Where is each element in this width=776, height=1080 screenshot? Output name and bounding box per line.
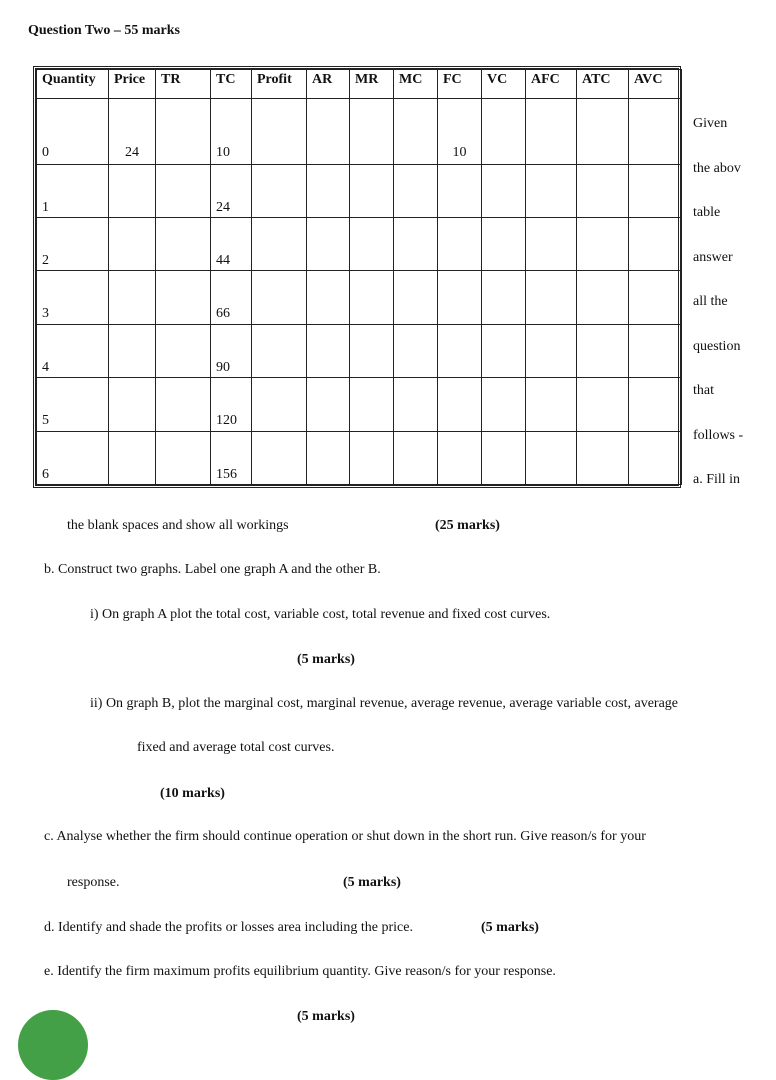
cell-atc [577, 164, 629, 217]
cell-profit [252, 99, 307, 165]
cell-avc [629, 431, 682, 484]
cell-vc [482, 164, 526, 217]
table-row [37, 164, 682, 217]
cell-atc [577, 378, 629, 431]
part-c-text-cont: response. [67, 875, 120, 890]
side-text-line: follows - [693, 427, 744, 443]
cell-ar [307, 324, 350, 377]
cell-vc [482, 271, 526, 324]
part-b-text: b. Construct two graphs. Label one graph A and the other B. [44, 562, 381, 577]
side-text-line: all the [693, 294, 728, 309]
cell-fc [438, 324, 482, 377]
cell-tr [156, 164, 211, 217]
cell-tc: 44 [211, 218, 252, 271]
table-row [37, 218, 682, 271]
cell-tr [156, 324, 211, 377]
part-c-marks: (5 marks) [343, 875, 401, 890]
cell-atc [577, 218, 629, 271]
table-row [37, 431, 682, 484]
col-header-mr: MR [350, 70, 394, 99]
cell-price [109, 164, 156, 217]
cell-afc [526, 378, 577, 431]
part-b-i-text: i) On graph A plot the total cost, variable cost, total revenue and fixed cost curves. [90, 607, 551, 622]
cell-vc [482, 431, 526, 484]
part-a-marks: (25 marks) [435, 518, 500, 533]
col-header-mc: MC [394, 70, 438, 99]
cell-price [109, 324, 156, 377]
col-header-fc: FC [438, 70, 482, 99]
part-e-text: e. Identify the firm maximum profits equilibrium quantity. Give reason/s for your response. [44, 964, 556, 979]
cell-mc [394, 378, 438, 431]
cell-tc: 24 [211, 164, 252, 217]
cell-vc [482, 324, 526, 377]
cell-avc [629, 324, 682, 377]
side-text-line: the abov [693, 160, 741, 176]
cell-avc [629, 218, 682, 271]
cell-tr [156, 431, 211, 484]
side-text-line: that [693, 383, 714, 398]
cell-tc: 66 [211, 271, 252, 324]
cell-afc [526, 164, 577, 217]
cell-profit [252, 164, 307, 217]
cell-vc [482, 378, 526, 431]
cell-atc [577, 431, 629, 484]
part-d-text: d. Identify and shade the profits or losses area including the price. [44, 920, 413, 935]
cell-quantity: 2 [37, 218, 109, 271]
part-e-marks: (5 marks) [297, 1009, 355, 1024]
cell-vc [482, 218, 526, 271]
cell-fc [438, 378, 482, 431]
cell-tc: 156 [211, 431, 252, 484]
cell-mc [394, 431, 438, 484]
part-b-ii-marks: (10 marks) [160, 786, 225, 801]
cell-fc [438, 431, 482, 484]
cell-mr [350, 271, 394, 324]
part-a-text: the blank spaces and show all workings [67, 518, 289, 533]
side-text-line: Given [693, 116, 728, 131]
cell-tr [156, 99, 211, 165]
cell-mr [350, 378, 394, 431]
cell-profit [252, 431, 307, 484]
cell-tc: 90 [211, 324, 252, 377]
green-circle-decoration [18, 1010, 88, 1080]
cell-ar [307, 164, 350, 217]
col-header-price: Price [109, 70, 156, 99]
side-text-line: a. Fill in [693, 472, 741, 487]
cell-tc: 10 [211, 99, 252, 165]
cell-afc [526, 218, 577, 271]
table-header-row [37, 70, 682, 99]
cell-afc [526, 99, 577, 165]
cell-price [109, 271, 156, 324]
table-row [37, 99, 682, 165]
cell-afc [526, 324, 577, 377]
cell-mc [394, 218, 438, 271]
cell-atc [577, 99, 629, 165]
cell-price [109, 218, 156, 271]
side-instruction-text [693, 116, 776, 517]
cell-mc [394, 164, 438, 217]
cell-quantity: 1 [37, 164, 109, 217]
cell-price [109, 431, 156, 484]
cell-mr [350, 324, 394, 377]
cell-tr [156, 378, 211, 431]
col-header-quantity: Quantity [37, 70, 109, 99]
cell-fc [438, 164, 482, 217]
cell-ar [307, 431, 350, 484]
cell-afc [526, 271, 577, 324]
cell-avc [629, 271, 682, 324]
cell-mc [394, 271, 438, 324]
part-b-ii-text: ii) On graph B, plot the marginal cost, marginal revenue, average revenue, average variable cost, average [90, 696, 679, 711]
col-header-tr: TR [156, 70, 211, 99]
cell-tr [156, 271, 211, 324]
cell-price [109, 378, 156, 431]
cell-tr [156, 218, 211, 271]
cell-quantity: 0 [37, 99, 109, 165]
col-header-vc: VC [482, 70, 526, 99]
col-header-profit: Profit [252, 70, 307, 99]
table-row [37, 271, 682, 324]
cell-tc: 120 [211, 378, 252, 431]
cell-quantity: 6 [37, 431, 109, 484]
col-header-ar: AR [307, 70, 350, 99]
cell-mc [394, 99, 438, 165]
cell-fc [438, 218, 482, 271]
cell-atc [577, 271, 629, 324]
cell-mr [350, 99, 394, 165]
cell-fc: 10 [438, 99, 482, 165]
col-header-tc: TC [211, 70, 252, 99]
cell-mr [350, 431, 394, 484]
part-c-text: c. Analyse whether the firm should continue operation or shut down in the short run. Give reason/s for your [44, 829, 646, 844]
part-d-marks: (5 marks) [481, 920, 539, 935]
side-text-line: table [693, 205, 721, 220]
table-row [37, 378, 682, 431]
part-b-ii-text-cont: fixed and average total cost curves. [137, 740, 335, 755]
cell-avc [629, 99, 682, 165]
cell-price: 24 [109, 99, 156, 165]
cost-table [33, 66, 681, 488]
cell-quantity: 5 [37, 378, 109, 431]
cell-quantity: 4 [37, 324, 109, 377]
col-header-atc: ATC [577, 70, 629, 99]
cell-ar [307, 271, 350, 324]
cell-avc [629, 164, 682, 217]
side-text-line: answer [693, 249, 733, 265]
cell-mr [350, 218, 394, 271]
cell-mr [350, 164, 394, 217]
cell-vc [482, 99, 526, 165]
cell-quantity: 3 [37, 271, 109, 324]
col-header-avc: AVC [629, 70, 682, 99]
part-b-i-marks: (5 marks) [297, 652, 355, 667]
col-header-afc: AFC [526, 70, 577, 99]
cell-profit [252, 378, 307, 431]
side-text-line: question [693, 338, 741, 354]
cell-profit [252, 271, 307, 324]
cell-mc [394, 324, 438, 377]
question-heading: Question Two – 55 marks [28, 23, 180, 38]
cell-profit [252, 218, 307, 271]
cell-atc [577, 324, 629, 377]
cell-profit [252, 324, 307, 377]
cost-table-grid [36, 69, 682, 485]
cell-avc [629, 378, 682, 431]
cell-ar [307, 378, 350, 431]
table-row [37, 324, 682, 377]
cell-fc [438, 271, 482, 324]
cell-afc [526, 431, 577, 484]
cell-ar [307, 218, 350, 271]
cell-ar [307, 99, 350, 165]
